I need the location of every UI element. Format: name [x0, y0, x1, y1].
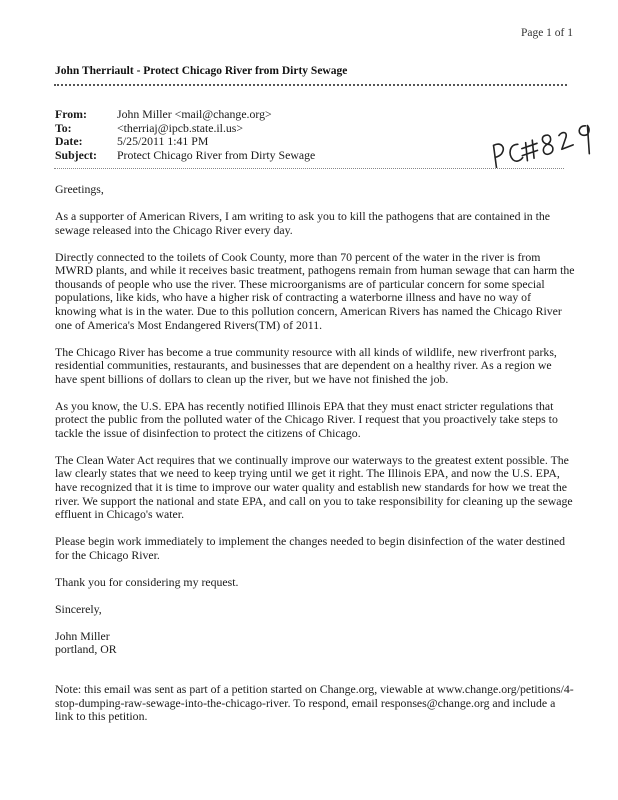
body-paragraph: Directly connected to the toilets of Cook County, more than 70 percent of the water in the river is from MWRD plants, and while it receives basic treatment, pathogens remain from human sewage that can harm the thousands of people who use the river. These microorganisms are of particular concern for some special populations, like kids, who have a higher risk of contracting a waterborne illness and have no way of knowing what is in the water. Due to this pollution concern, American Rivers has named the Chicago River one of America's Most Endangered Rivers(TM) of 2011. — [55, 249, 575, 332]
header-label-date: Date: — [55, 134, 83, 148]
header-row-from — [55, 108, 315, 122]
header-value-date: 5/25/2011 1:41 PM — [117, 134, 209, 148]
header-value-to: <therriaj@ipcb.state.il.us> — [117, 120, 244, 135]
petition-note: Note: this email was sent as part of a petition started on Change.org, viewable at www.change.org/petitions/4-stop-dumping-raw-sewage-into-the-chicago-river. To respond, email responses@change.org and include a link to this petition. — [55, 682, 574, 724]
page-number: Page 1 of 1 — [520, 27, 573, 39]
greeting: Greetings, — [55, 182, 104, 196]
header-divider — [54, 168, 564, 169]
body-paragraph: Please begin work immediately to implement the changes needed to begin disinfection of the water destined for the Chicago River. — [55, 534, 566, 562]
header-label-to: To: — [55, 120, 72, 135]
title-divider — [54, 84, 567, 86]
email-title: John Therriault - Protect Chicago River from Dirty Sewage — [55, 65, 348, 77]
header-label-subject: Subject: — [55, 147, 97, 162]
header-label-from: From: — [55, 107, 87, 121]
body-paragraph: As you know, the U.S. EPA has recently notified Illinois EPA that they must enact stricter regulations that protect the public from the polluted water of the Chicago River. I request that you proactively take steps to tackle the issue of disinfection to protect the citizens of Chicago. — [55, 398, 558, 440]
body-paragraph: As a supporter of American Rivers, I am writing to ask you to kill the pathogens that are contained in the sewage released into the Chicago River every day. — [55, 208, 551, 237]
signer-location: portland, OR — [55, 642, 117, 657]
header-row-to — [55, 122, 315, 136]
body-paragraph: Thank you for considering my request. — [55, 574, 239, 589]
signer-name: John Miller — [55, 628, 110, 643]
header-row-date — [55, 135, 315, 149]
closing: Sincerely, — [55, 601, 102, 616]
email-body — [55, 183, 575, 657]
handwritten-pc-number — [486, 116, 610, 168]
header-value-subject: Protect Chicago River from Dirty Sewage — [117, 147, 316, 162]
header-row-subject — [55, 149, 315, 163]
email-headers — [55, 108, 315, 162]
body-paragraph: The Chicago River has become a true community resource with all kinds of wildlife, new riverfront parks, residential communities, restaurants, and businesses that are dependent on a healthy river. As a region we have spent billions of dollars to clean up the river, but we have not finished the job. — [55, 344, 557, 386]
body-paragraph: The Clean Water Act requires that we continually improve our waterways to the greatest extent possible. The law clearly states that we need to keep trying until we get it right. The Illinois EPA, and now the U.S. EPA, have recognized that it is time to improve our water quality and establish new standards for how we treat the river. We support the national and state EPA, and call on you to take responsibility for cleaning up the sewage effluent in Chicago's water. — [55, 452, 573, 522]
header-value-from: John Miller <mail@change.org> — [117, 107, 272, 121]
handwritten-stamp-drawing — [486, 116, 610, 168]
